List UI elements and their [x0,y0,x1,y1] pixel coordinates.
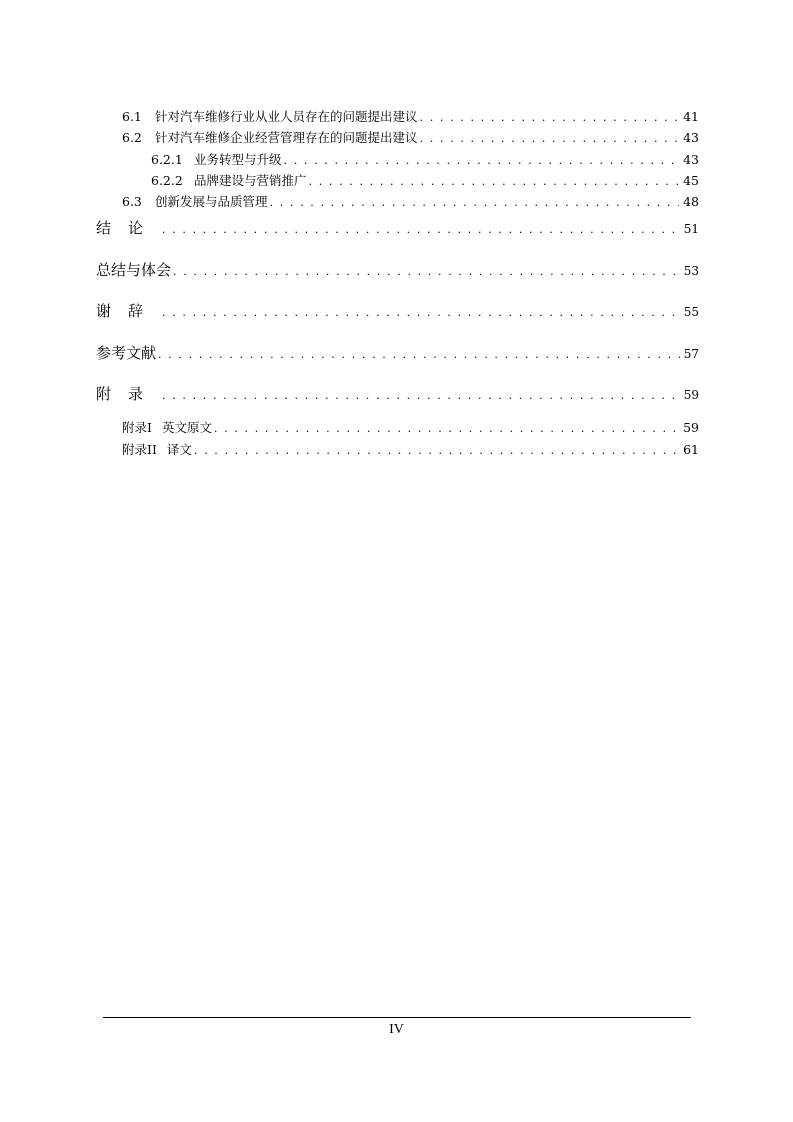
toc-entry-appendix[interactable] [96,383,699,404]
dot-leader [420,109,680,124]
dot-leader [162,302,680,320]
toc-entry-number: 6.3 [122,194,142,209]
toc-entry-references[interactable] [96,342,699,363]
toc-entry-appendix-1[interactable] [122,418,699,436]
toc-entry-page: 48 [683,194,699,209]
toc-entry-number: 6.1 [122,109,142,124]
toc-entry-6-2-2[interactable] [151,171,699,189]
toc-entry-page: 53 [683,264,699,278]
toc-entry-title: 品牌建设与营销推广 [194,173,307,188]
toc-entry-number: 附录I [122,420,152,435]
dot-leader [158,344,680,362]
dot-leader [194,442,679,457]
toc-entry-title: 英文原文 [161,420,212,435]
toc-entry-conclusion[interactable] [96,217,699,238]
dot-leader [420,130,680,145]
toc-entry-title: 附录 [96,385,161,403]
toc-entry-page: 59 [683,388,699,402]
dot-leader [309,173,680,188]
toc-entry-title: 创新发展与品质管理 [155,194,268,209]
toc-entry-6-2[interactable] [122,128,699,146]
toc-entry-summary[interactable] [96,259,699,280]
toc-entry-title: 译文 [166,442,192,457]
toc-entry-number: 6.2 [122,130,142,145]
dot-leader [173,261,680,279]
toc-entry-page: 43 [683,152,699,167]
toc-entry-number: 附录II [122,442,157,457]
toc-entry-number: 6.2.2 [151,173,183,188]
toc-entry-title: 业务转型与升级 [194,152,282,167]
toc-entry-title: 针对汽车维修行业从业人员存在的问题提出建议 [155,109,418,124]
toc-entry-title: 结论 [96,219,161,237]
toc-entry-page: 59 [683,420,699,435]
toc-entry-page: 45 [683,173,699,188]
toc-entry-number: 6.2.1 [151,152,183,167]
toc-entry-6-1[interactable] [122,107,699,125]
toc-entry-page: 41 [683,109,699,124]
toc-entry-page: 57 [683,347,699,361]
toc-entry-page: 55 [683,305,699,319]
toc-entry-page: 61 [683,442,699,457]
dot-leader [162,385,680,403]
toc-entry-title: 参考文献 [96,344,157,362]
toc-entry-appendix-2[interactable] [122,440,699,458]
toc-entry-title: 针对汽车维修企业经营管理存在的问题提出建议 [155,130,418,145]
dot-leader [162,219,680,237]
toc-entry-6-2-1[interactable] [151,150,699,168]
toc-entry-page: 51 [683,222,699,236]
dot-leader [214,420,679,435]
footer-divider [103,1017,691,1018]
toc-entry-title: 谢辞 [96,302,161,320]
toc-entry-page: 43 [683,130,699,145]
dot-leader [284,152,680,167]
toc-entry-title: 总结与体会 [96,261,172,279]
dot-leader [270,194,680,209]
toc-entry-acknowledgements[interactable] [96,300,699,321]
toc-entry-6-3[interactable] [122,192,699,210]
page-number: IV [389,1022,404,1037]
